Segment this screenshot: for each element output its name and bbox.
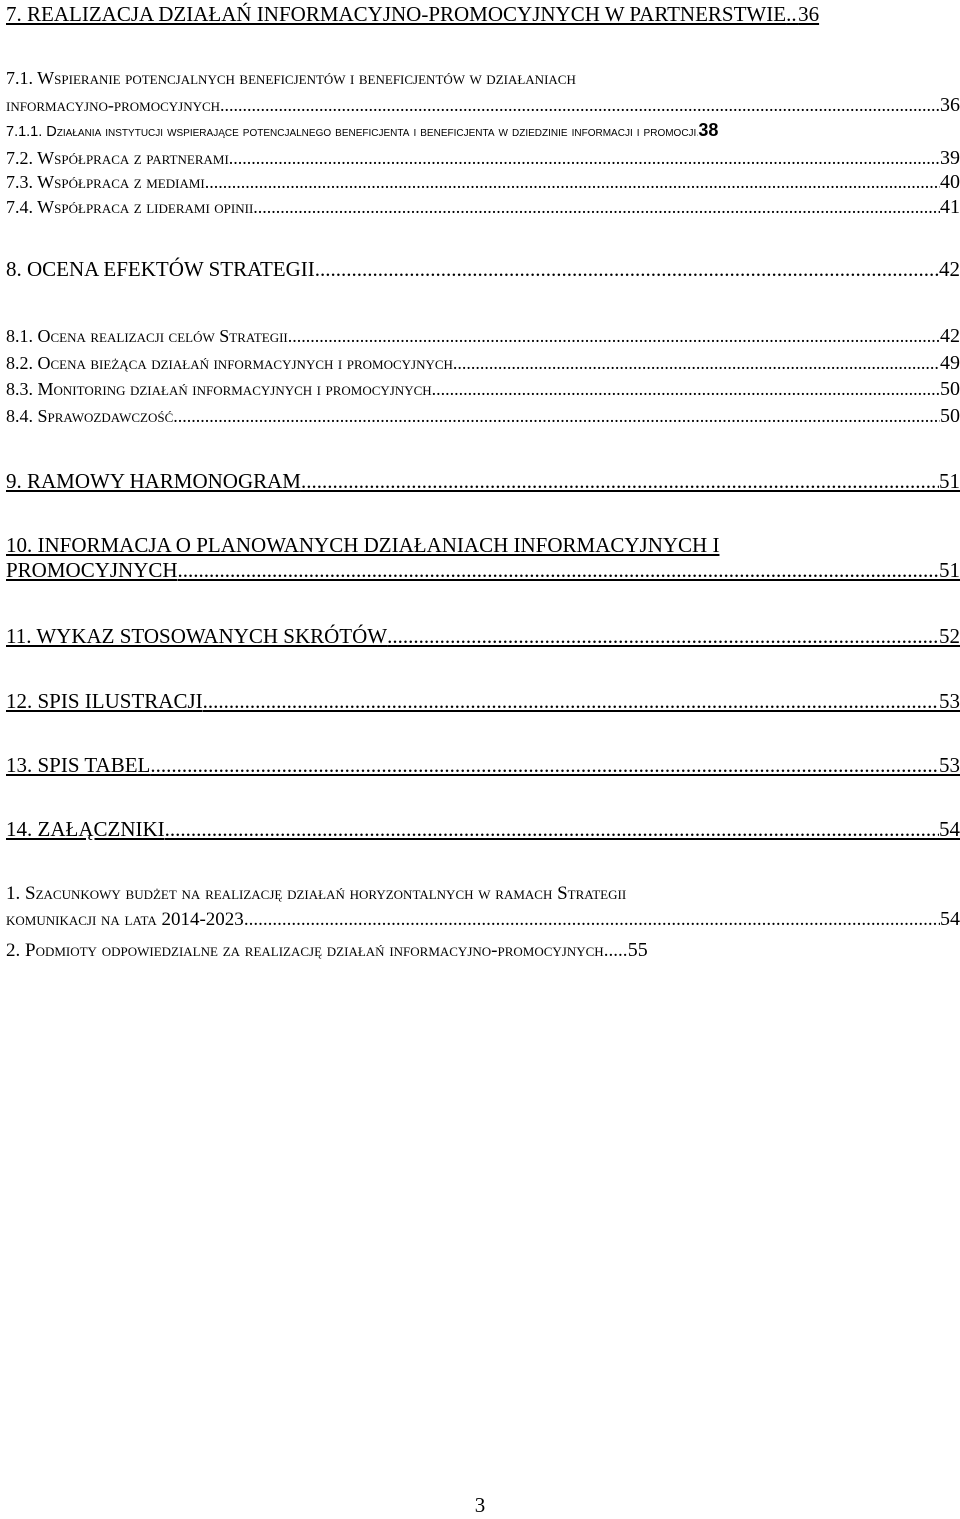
toc-leader	[205, 172, 940, 194]
toc-entry-8-2[interactable]	[6, 351, 960, 375]
toc-entry-ch12[interactable]	[6, 689, 960, 714]
toc-title: 8.1. Ocena realizacji celów Strategii	[6, 326, 288, 346]
toc-page-number: 39	[940, 147, 960, 169]
toc-title: 8.3. Monitoring działań informacyjnych i promocyjnych	[6, 379, 432, 399]
toc-leader	[604, 940, 628, 963]
toc-leader	[253, 197, 940, 219]
toc-title: 12. SPIS ILUSTRACJI	[6, 689, 203, 713]
toc-page-number: 49	[940, 352, 960, 374]
toc-entry-annex-1[interactable]	[6, 883, 960, 932]
toc-title-line2: PROMOCYJNYCH	[6, 558, 178, 583]
toc-title: 8.2. Ocena bieżąca działań informacyjnych i promocyjnych	[6, 353, 453, 373]
toc-title: 7.1.1. Działania instytucji wspierające potencjalnego beneficjenta i beneficjenta w dziedzinie informacji i promocji	[6, 124, 697, 140]
toc-leader	[432, 379, 940, 401]
toc-title: 7.4. Współpraca z liderami opinii	[6, 197, 254, 217]
toc-title: 9. RAMOWY HARMONOGRAM	[6, 469, 301, 493]
toc-entry-8-1[interactable]	[6, 324, 960, 348]
toc-entry-annex-2[interactable]	[6, 938, 960, 963]
toc-page-number: 36	[798, 2, 820, 26]
toc-leader	[453, 353, 940, 375]
toc-entry-7-2[interactable]	[6, 146, 960, 170]
toc-page-number: 50	[940, 405, 960, 427]
toc-page-number: 50	[940, 378, 960, 400]
toc-leader	[220, 95, 940, 117]
toc-title: 7.2. Współpraca z partnerami	[6, 148, 229, 168]
toc-title: 7.3. Współpraca z mediami	[6, 172, 205, 192]
toc-entry-ch8[interactable]	[6, 257, 960, 282]
toc-title: 7. REALIZACJA DZIAŁAŃ INFORMACYJNO-PROMOCYJNYCH W PARTNERSTWIE	[6, 2, 787, 26]
toc-title: 8.4. Sprawozdawczość	[6, 406, 174, 426]
toc-leader	[301, 469, 939, 494]
toc-page-number: 42	[940, 325, 960, 347]
toc-page-number: 40	[940, 171, 960, 193]
toc-entry-7-1-1[interactable]	[6, 120, 960, 142]
toc-page-number: 52	[939, 624, 960, 648]
toc-leader	[315, 257, 939, 282]
toc-page-number: 41	[940, 196, 960, 218]
toc-title-line2: komunikacji na lata 2014-2023	[6, 908, 244, 930]
toc-page-number: 51	[939, 558, 960, 583]
toc-entry-ch9[interactable]	[6, 469, 960, 494]
toc-leader	[229, 148, 940, 170]
toc-title: 11. WYKAZ STOSOWANYCH SKRÓTÓW	[6, 624, 388, 648]
toc-page-number: 54	[939, 817, 960, 841]
toc-title-line2: informacyjno-promocyjnych	[6, 94, 221, 115]
toc-page-number: 42	[939, 257, 960, 281]
toc-title: 13. SPIS TABEL	[6, 753, 151, 777]
toc-leader	[203, 689, 939, 714]
toc-leader	[786, 2, 798, 27]
toc-page-number: 54	[940, 907, 960, 930]
toc-leader	[288, 326, 940, 348]
toc-title-line1: 1. Szacunkowy budżet na realizację działań horyzontalnych w ramach Strategii	[6, 883, 627, 904]
toc-page-number: 51	[939, 469, 960, 493]
toc-leader	[387, 624, 939, 649]
toc-entry-ch10[interactable]	[6, 533, 960, 583]
toc-leader	[244, 909, 940, 932]
toc-entry-ch13[interactable]	[6, 753, 960, 778]
toc-title: 8. OCENA EFEKTÓW STRATEGII	[6, 257, 315, 281]
toc-entry-8-3[interactable]	[6, 377, 960, 401]
toc-page-number: 36	[940, 93, 960, 116]
toc-title: 2. Podmioty odpowiedzialne za realizację działań informacyjno-promocyjnych	[6, 940, 604, 961]
toc-leader	[150, 753, 939, 778]
toc-page-number: 38	[698, 120, 719, 140]
toc-leader	[165, 817, 939, 842]
toc-leader	[178, 558, 939, 583]
toc-entry-7-4[interactable]	[6, 195, 960, 219]
toc-entry-7-1[interactable]	[6, 68, 960, 117]
toc-page-number: 53	[939, 753, 960, 777]
toc-entry-ch7[interactable]	[6, 2, 960, 27]
toc-title: 14. ZAŁĄCZNIKI	[6, 817, 165, 841]
toc-page-number: 53	[939, 689, 960, 713]
toc-entry-ch11[interactable]	[6, 624, 960, 649]
toc-entry-7-3[interactable]	[6, 170, 960, 194]
page-number: 3	[474, 1493, 486, 1517]
toc-leader	[173, 406, 940, 428]
toc-title-line1: 10. INFORMACJA O PLANOWANYCH DZIAŁANIACH INFORMACYJNYCH I	[6, 533, 720, 557]
toc-title-line1: 7.1. Wspieranie potencjalnych beneficjentów i beneficjentów w działaniach	[6, 68, 576, 88]
toc-entry-8-4[interactable]	[6, 404, 960, 428]
toc-page-number: 55	[627, 939, 648, 961]
toc-entry-ch14[interactable]	[6, 817, 960, 842]
